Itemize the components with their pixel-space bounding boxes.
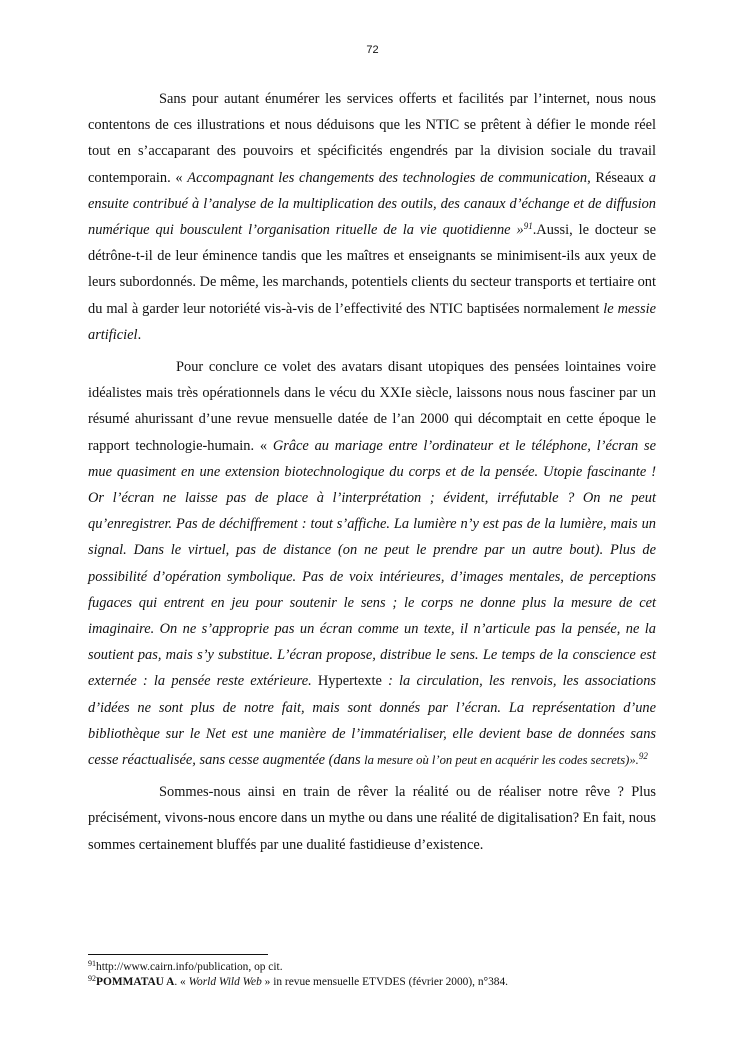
footnote-92-author: POMMATAU A: [96, 976, 175, 988]
paragraph-3-text: Sommes-nous ainsi en train de rêver la réalité ou de réaliser notre rêve ? Plus précisément, vivons-nous encore dans un mythe ou dans une réalité de digitalisation? En fait, nous sommes certainement bluffés par une dualité fastidieuse d’existence.: [88, 784, 656, 853]
footnote-92-text-b: » in revue mensuelle ETVDES (février 2000), n°384.: [261, 976, 509, 988]
footnote-separator: [88, 954, 268, 955]
paragraph-1-quote-2: a ensuite contribué à l’analyse de la multiplication des outils, des canaux d’échange et de diffusion numérique qui bousculent l’organisation rituelle de la vie quotidienne »: [88, 169, 656, 239]
paragraph-2-text-1: Pour conclure ce volet des avatars disant utopiques des pensées lointaines voire idéalistes mais très opérationnels dans le vécu du XXIe siècle, laissons nous nous fasciner par un résumé ahurissant d’une revue mensuelle datée de l’an 2000 qui décomptait en cette époque le rapport technologie-humain. «: [88, 359, 656, 454]
footnote-92-title: World Wild Web: [188, 976, 262, 988]
paragraph-1-text-3: .Aussi, le docteur se détrône-t-il de leur éminence tandis que les maîtres et enseignants se minimisent-ils aux yeux de leurs subordonnés. De même, les marchands, potentiels clients du secteur transports et tertiaire ont du mal à garder leur notoriété vis-à-vis de l’effectivité des NTIC baptisées normalement: [88, 222, 656, 317]
paragraph-1-quote-3: le messie artificiel: [88, 300, 656, 343]
footnote-91-text[interactable]: http://www.cairn.info/publication, op cit.: [96, 961, 283, 973]
paragraph-2: [88, 354, 656, 773]
footnotes: [88, 960, 658, 990]
footnote-91-number: 91: [88, 959, 96, 968]
footnote-91: [88, 960, 658, 975]
paragraph-2-quote-1: Grâce au mariage entre l’ordinateur et le téléphone, l’écran se mue quasiment en une extension biotechnologique du corps et de la pensée. Utopie fascinante ! Or l’écran ne laisse pas de place à l’interprétation ; évident, irréfutable ? On ne peut qu’enregistrer. Pas de déchiffrement : tout s’affiche. La lumière n’y est pas de la lumière, mais un signal. Dans le virtuel, pas de distance (on ne peut le prendre par un autre bout). Plus de possibilité d’opération symbolique. Pas de voix intérieures, d’images mentales, de perceptions fugaces qui entrent en jeu pour soutenir le sens ; le corps ne donne plus la mesure de cet imaginaire. On ne s’approprie pas un écran comme un texte, il n’articule pas la pensée, ne la soutient pas, mais s’y substitue. L’écran propose, distribue le sens. Le temps de la conscience est externée : la pensée reste extérieure.: [88, 437, 656, 690]
paragraph-1-text-4: .: [137, 326, 142, 343]
footnote-ref-92[interactable]: 92: [638, 751, 648, 762]
body-text: [88, 86, 656, 864]
paragraph-1-quote-1: Accompagnant les changements des technologies de communication,: [187, 169, 591, 186]
paragraph-2-quote-2: : la circulation, les renvois, les associations d’idées ne sont plus de notre fait, mais sont donnés par l’écran. La représentation d’une bibliothèque sur le Net est une manière de l’immatérialiser, elle devient base de données sans cesse réactualisée, sans cesse augmentée (dans: [88, 673, 657, 769]
footnote-ref-91[interactable]: 91: [523, 221, 533, 232]
paragraph-1-text-2: Réseaux: [590, 169, 649, 186]
footnote-92-number: 92: [88, 974, 96, 983]
footnote-92: [88, 975, 658, 990]
page-number: 72: [366, 44, 379, 56]
paragraph-1: [88, 86, 656, 348]
paragraph-3: [88, 779, 656, 858]
paragraph-1-text-1: Sans pour autant énumérer les services offerts et facilités par l’internet, nous nous contentons de ces illustrations et nous déduisons que les NTIC se prêtent à défier le monde réel tout en s’accaparant des pouvoirs et spécificités engendrés par la division sociale du travail contemporain. «: [88, 91, 656, 186]
paragraph-2-quote-3: la mesure où l’on peut en acquérir les codes secrets)».: [364, 753, 639, 768]
footnote-92-text-a: . «: [174, 976, 189, 988]
paragraph-2-text-2: Hypertexte: [311, 673, 389, 690]
